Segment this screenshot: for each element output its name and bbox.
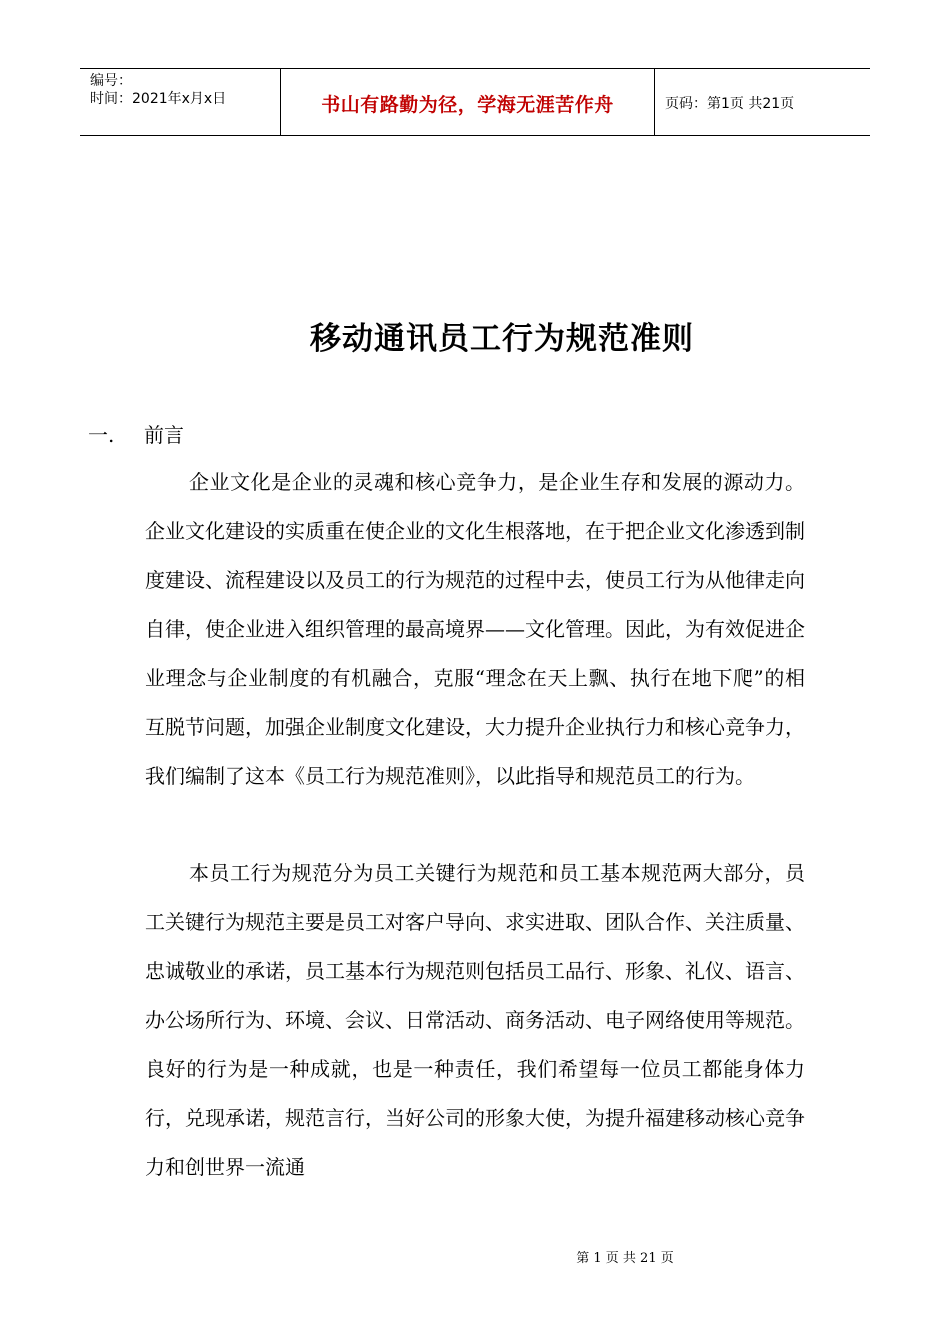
section-title: 前言: [144, 423, 184, 447]
header-page-cell: [655, 69, 870, 135]
header-motto-cell: [281, 69, 655, 135]
body-paragraph: 企业文化是企业的灵魂和核心竞争力，是企业生存和发展的源动力。企业文化建设的实质重在使企业的文化生根落地，在于把企业文化渗透到制度建设、流程建设以及员工的行为规范的过程中去，使员工行为从他律走向自律，使企业进入组织管理的最高境界——文化管理。因此，为有效促进企业理念与企业制度的有机融合，克服“理念在天上飘、执行在地下爬”的相互脱节问题，加强企业制度文化建设，大力提升企业执行力和核心竞争力，我们编制了这本《员工行为规范准则》，以此指导和规范员工的行为。: [145, 470, 805, 788]
page-header: [80, 68, 870, 136]
section-number: 一.: [88, 423, 115, 447]
header-meta-cell: [80, 69, 281, 135]
motto-text: 书山有路勤为径，学海无涯苦作舟: [321, 93, 614, 116]
section-heading: [88, 419, 184, 448]
number-label: 编号：: [90, 73, 132, 89]
page-footer: 第 1 页 共 21 页: [576, 1251, 674, 1266]
document-title: 移动通讯员工行为规范准则: [310, 321, 694, 357]
time-label: 时间：2021年x月x日: [90, 91, 227, 107]
page-info: 页码：第1页 共21页: [665, 96, 795, 112]
body-paragraph: 本员工行为规范分为员工关键行为规范和员工基本规范两大部分，员工关键行为规范主要是员工对客户导向、求实进取、团队合作、关注质量、忠诚敬业的承诺，员工基本行为规范则包括员工品行、形象、礼仪、语言、办公场所行为、环境、会议、日常活动、商务活动、电子网络使用等规范。良好的行为是一种成就，也是一种责任，我们希望每一位员工都能身体力行，兑现承诺，规范言行，当好公司的形象大使，为提升福建移动核心竞争力和创世界一流通: [145, 861, 805, 1179]
